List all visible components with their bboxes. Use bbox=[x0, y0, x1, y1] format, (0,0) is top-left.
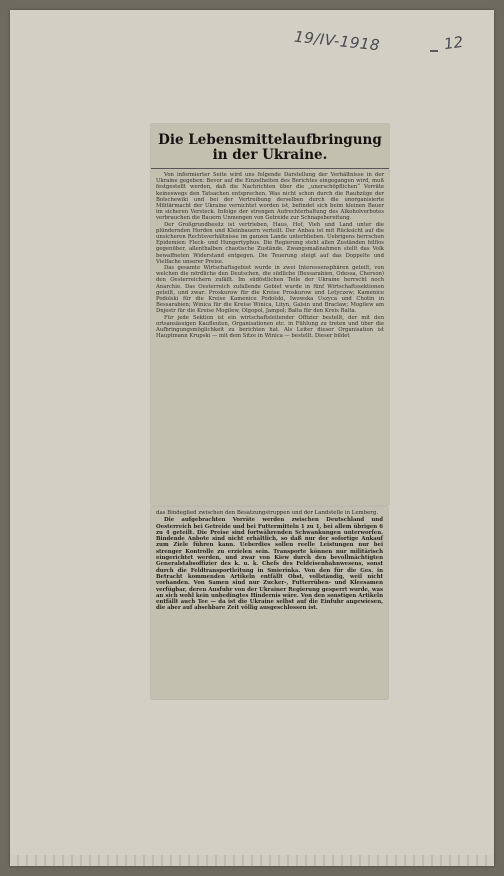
clipping-paragraph-4: Für jede Sektion ist ein wirtschaftsleitender Offizier bestellt, der mit den ortsansässigen Kaufleuten, Organisationen etc. in Fühlung zu treten und über die Aufbringungsmöglichkeit zu berichten hat. Als Leiter dieser Organisation ist Hauptmann Krupski — mit dem Sitze in Winica — bestellt. Dieser bildet bbox=[156, 314, 384, 340]
clipping-body bbox=[151, 169, 389, 339]
clipping-paragraph-3: Das gesamte Wirtschaftsgebiet wurde in zwei Interessensphären geteilt, von welchen die nördliche den Deutschen, die südliche (Bessarabien, Odessa, Cherson) den Oesterreichern zufällt. Im südöstlichen Teile der Ukraine herrscht noch Anarchie. Das Oesterreich zufallende Gebiet wurde in fünf Wirtschaftssektionen geteilt, und zwar: Proskurow für die Kreise Proskurow und Letyczew; Kamenice Podolski für die Kreise Kamenice Podolski, Iwowska Uszyca und Chotin in Bessarabien; Winica für die Kreise Winica, Lityn, Galsin und Braclaw; Mogilew am Dnjestr für die Kreise Mogilew, Olgopol, Jampol; Balta für den Kreis Balta. bbox=[156, 265, 384, 315]
continuation-paragraph-2: Die aufgebrachten Vorräte werden zwischen Deutschland und Oesterreich bei Getreide und bei Futtermitteln 1 zu 1, bei allem übrigen 6 zu 4 geteilt. Die Preise sind fortwährenden Schwankungen unterworfen. Bindende Anbote sind nicht erhältlich, so daß nur der sofortige Ankauf zum Ziele führen kann. Ueberdies sollen reelle Leistungen nur bei strenger Kontrolle zu erzielen sein. Transporte können nur militärisch eingerichtet werden, und zwar von Kiew durch den bevollmächtigten Generalstabsoffizier des k. u. k. Chefs des Feldeisenbahnwesens, sonst durch die Feldtransportleitung in Smierinka. Von den für die Ges. in Betracht kommenden Artikeln entfällt Obst, vollständig, weil nicht vorhanden. Von Samen sind nur Zucker-, Futterrüben- und Kleesamen verfügbar, deren Ausfuhr von der Ukrainer Regierung gesperrt wurde, was an sich wohl kein unbedingtes Hindernis wäre. Von den sonstigen Artikeln entfällt auch Tee — da ist die Ukraine selbst auf die Einfuhr angewiesen, die aber auf absehbare Zeit völlig ausgeschlossen ist. bbox=[156, 517, 383, 612]
clipping-headline: Die Lebensmittelaufbringung in der Ukraine. bbox=[151, 124, 389, 169]
handwritten-mark: 12 bbox=[442, 32, 465, 54]
newspaper-clipping-bottom bbox=[151, 507, 388, 699]
document-sheet bbox=[10, 10, 494, 866]
newspaper-clipping-top bbox=[151, 124, 389, 505]
clipping-continuation-body bbox=[151, 507, 388, 612]
clipping-paragraph-2: Der Großgrundbesitz ist vertrieben, Haus, Hof, Vieh und Land unter die plündernden Horden und Kleinbauern verteilt. Der Anbau ist mit Rücksicht auf die unsicheren Rechtsverhältnisse im ganzen Lande unterblieben. Uebrigens herrschen Epidemien: Fleck- und Hungertyphus. Die Regierung steht allen Zuständen hilflos gegenüber, allenthalben chaotische Zustände. Zwangsmaßnahmen stellt das Volk bewaffneten Widerstand entgegen. Die Teuerung steigt auf das Doppelte und Vielfache unserer Preise. bbox=[156, 221, 384, 265]
pencil-dash bbox=[430, 50, 438, 52]
clipping-paragraph-1: Von informierter Seite wird uns folgende Darstellung der Verhältnisse in der Ukraine gegeben: Bevor auf die Einzelheiten des Berichtes eingegangen wird, muß festgestellt werden, daß die Nachrichten über die „unerschöpflichen“ Vorräte keineswegs den Tatsachen entsprechen. Was nicht schon durch die Raubzüge der Bolschewiki und bei der Vertreibung derselben durch die unorganisierte Militärmacht der Ukraine vernichtet worden ist, befindet sich beim kleinen Bauer im sicheren Versteck. Infolge der strengen Aufrechterhaltung des Alkoholverbotes verbrauchen die Bauern Unmengen von Getreide zur Schnapsbereitung. bbox=[156, 172, 384, 222]
continuation-paragraph-1: das Bindeglied zwischen den Besatzungstruppen und der Landstelle in Lemberg. bbox=[156, 510, 379, 516]
handwritten-date: 19/IV-1918 bbox=[293, 27, 381, 55]
